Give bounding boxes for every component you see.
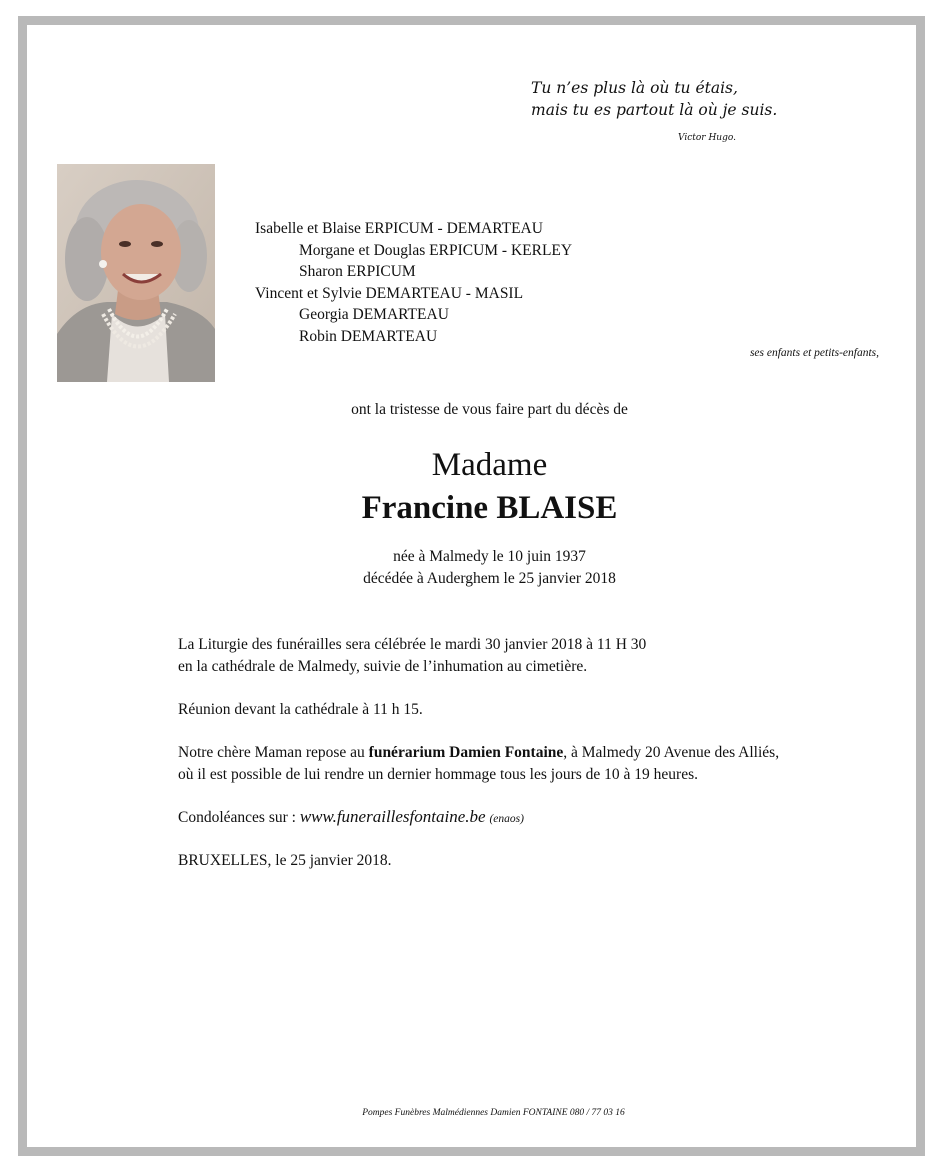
quote-line-2: mais tu es partout là où je suis. [531, 101, 778, 119]
repose-suffix: , à Malmedy 20 Avenue des Alliés, [563, 744, 780, 761]
place-date: BRUXELLES, le 25 janvier 2018. [178, 852, 392, 869]
footer-text: Pompes Funèbres Malmédiennes Damien FONTAINE 080 / 77 03 16 [362, 1108, 625, 1118]
liturgy-line-2: en la cathédrale de Malmedy, suivie de l’inhumation au cimetière. [178, 658, 588, 675]
condolences-label: Condoléances sur : [178, 809, 300, 826]
repose-line-1 [178, 742, 779, 764]
deceased-title: Madame [431, 447, 548, 483]
family-line: Isabelle et Blaise ERPICUM - DEMARTEAU [255, 220, 543, 237]
portrait-photo [57, 164, 215, 382]
quote-line-1: Tu n’es plus là où tu étais, [531, 79, 738, 97]
repose-prefix: Notre chère Maman repose au [178, 744, 369, 761]
repose-line-2: où il est possible de lui rendre un dernier hommage tous les jours de 10 à 19 heures. [178, 766, 698, 783]
birth-line: née à Malmedy le 10 juin 1937 [393, 548, 586, 565]
family-line: Vincent et Sylvie DEMARTEAU - MASIL [255, 284, 524, 302]
family-line: Morgane et Douglas ERPICUM - KERLEY [299, 241, 573, 259]
meeting-text: Réunion devant la cathédrale à 11 h 15. [178, 701, 423, 718]
deceased-name: Francine BLAISE [361, 490, 618, 526]
condolences-link[interactable]: www.funeraillesfontaine.be [299, 807, 486, 826]
family-line: Georgia DEMARTEAU [299, 306, 449, 323]
funerarium-name: funérarium Damien Fontaine [368, 744, 564, 761]
liturgy-line-1: La Liturgie des funérailles sera célébrée le mardi 30 janvier 2018 à 11 H 30 [178, 636, 647, 653]
death-line: décédée à Auderghem le 25 janvier 2018 [363, 570, 616, 587]
family-line: Robin DEMARTEAU [299, 327, 438, 345]
family-list [255, 218, 572, 347]
family-signature: ses enfants et petits-enfants, [749, 347, 879, 359]
condolences-note: (enaos) [489, 813, 524, 825]
announcement: ont la tristesse de vous faire part du décès de [351, 401, 628, 418]
repose-paragraph [178, 742, 779, 786]
deceased-dates [0, 546, 937, 590]
condolences-line [178, 806, 524, 830]
quote-author: Victor Hugo. [678, 133, 736, 143]
family-line: Sharon ERPICUM [299, 263, 416, 280]
liturgy-paragraph [178, 634, 646, 678]
